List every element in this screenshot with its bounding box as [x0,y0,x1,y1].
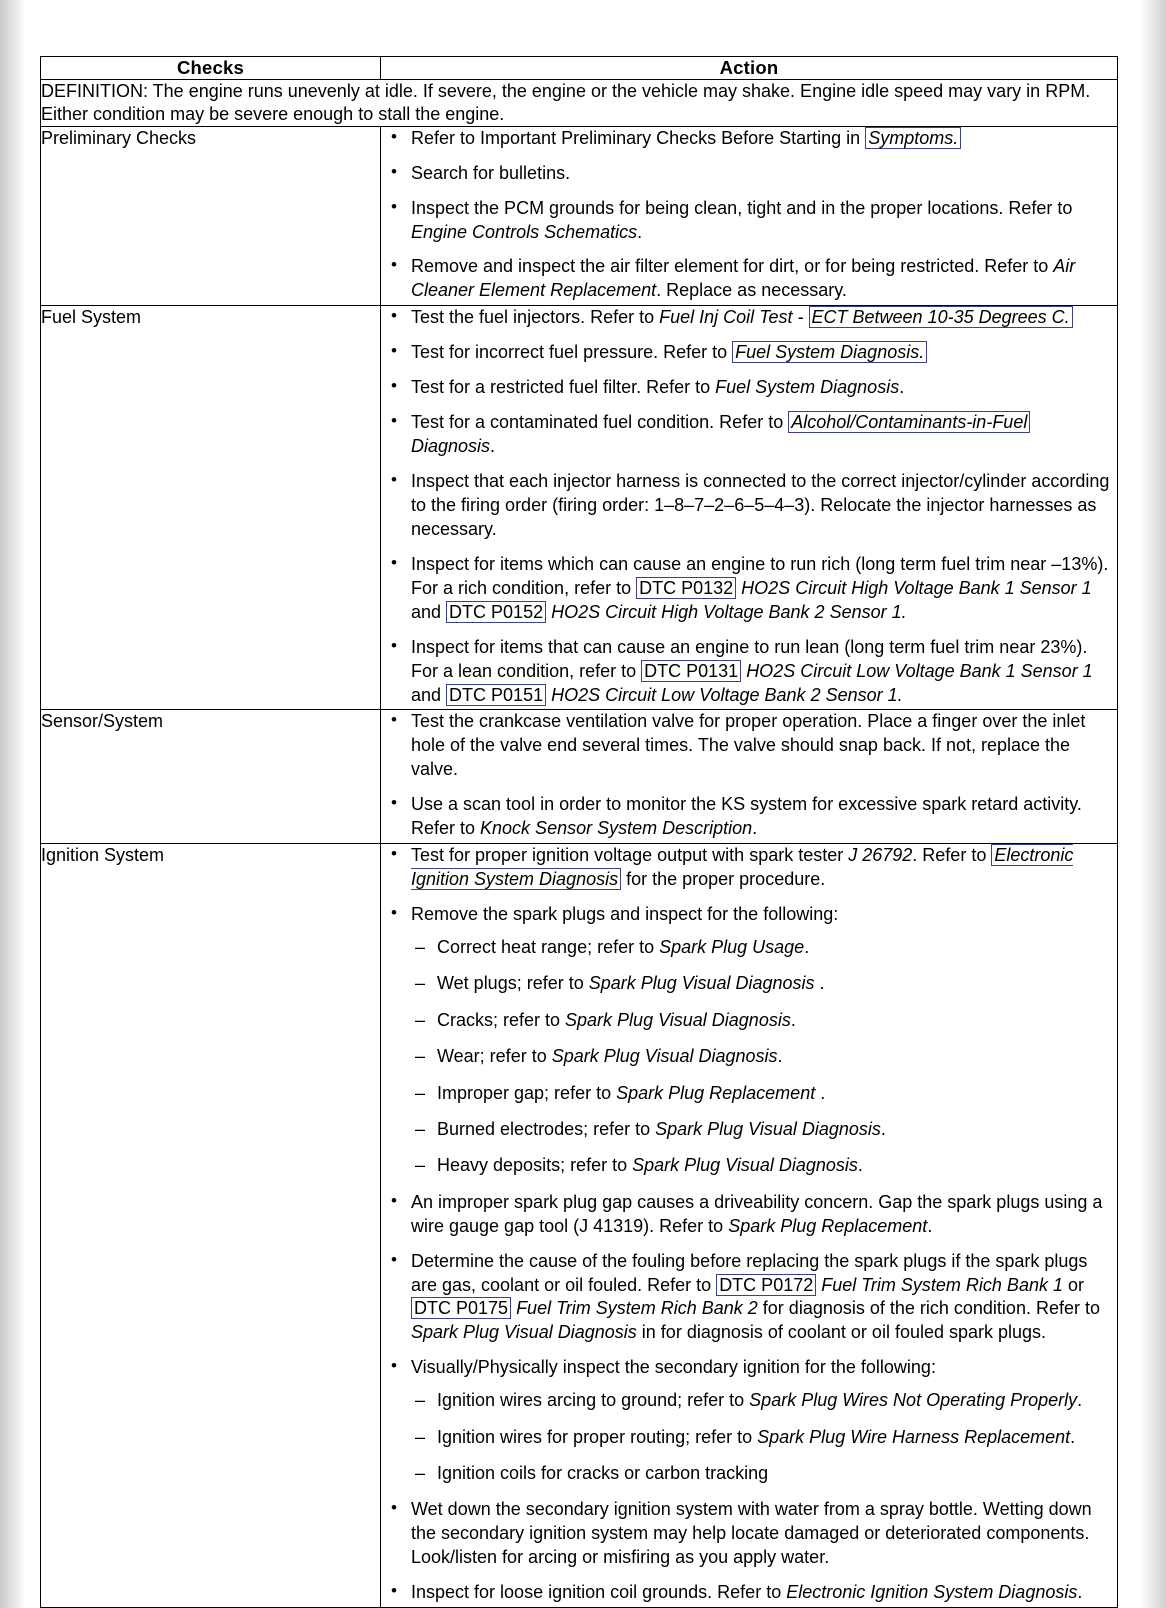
reference-italic: Spark Plug Visual Diagnosis [655,1118,881,1139]
list-item: • Inspect for loose ignition coil grounds. Refer to Electronic Ignition System Diagnosis. [381,1581,1117,1605]
table-row [41,710,1118,844]
reference-italic: Diagnosis [411,436,491,457]
reference-italic: Spark Plug Wire Harness Replacement [757,1426,1071,1447]
sub-list-item: – Burned electrodes; refer to Spark Plug Visual Diagnosis. [411,1118,1117,1141]
reference-italic: Spark Plug Usage [659,936,805,957]
action-cell [381,306,1118,710]
sub-list-item: – Wet plugs; refer to Spark Plug Visual Diagnosis . [411,972,1117,995]
list-item: • Remove and inspect the air filter element for dirt, or for being restricted. Refer to Air Cleaner Element Replacement. Replace as necessary. [381,255,1117,303]
sub-list [411,1389,1117,1485]
reference-italic: HO2S Circuit Low Voltage Bank 1 Sensor 1 [746,660,1093,681]
sub-list-item: – Wear; refer to Spark Plug Visual Diagnosis. [411,1045,1117,1068]
list-item: • Inspect for items that can cause an engine to run lean (long term fuel trim near 23%). For a lean condition, refer to DTC P0131 HO2S Circuit Low Voltage Bank 1 Sensor 1 and DTC P0151 HO2S Circuit Low Voltage Bank 2 Sensor 1. [381,636,1117,708]
column-header-action: Action [381,57,1118,80]
list-item: • Inspect that each injector harness is connected to the correct injector/cylinder according to the firing order (firing order: 1–8–7–2–6–5–4–3). Relocate the injector harnesses as necessary. [381,470,1117,542]
reference-box[interactable]: ECT Between 10-35 Degrees C. [809,306,1073,328]
table-row [41,844,1118,1608]
table-header-row [41,57,1118,80]
list-item: • Inspect the PCM grounds for being clean, tight and in the proper locations. Refer to Engine Controls Schematics. [381,197,1117,245]
list-item: • Refer to Important Preliminary Checks Before Starting in Symptoms. [381,127,1117,151]
reference-italic: HO2S Circuit High Voltage Bank 1 Sensor 1 [741,577,1092,598]
list-item: • Determine the cause of the fouling before replacing the spark plugs if the spark plugs are gas, coolant or oil fouled. Refer to DTC P0172 Fuel Trim System Rich Bank 1 or DTC P0175 Fuel Trim System Rich Bank 2 for diagnosis of the rich condition. Refer to Spark Plug Visual Diagnosis in for diagnosis of coolant or oil fouled spark plugs. [381,1250,1117,1346]
sub-list-item: – Correct heat range; refer to Spark Plug Usage. [411,936,1117,959]
reference-box[interactable]: Fuel System Diagnosis. [732,341,927,363]
list-item: • Test for a restricted fuel filter. Refer to Fuel System Diagnosis. [381,376,1117,400]
reference-italic: Knock Sensor System Description [480,818,753,839]
sub-list-item: – Ignition wires for proper routing; refer to Spark Plug Wire Harness Replacement. [411,1426,1117,1449]
reference-italic: Fuel Inj Coil Test - [659,307,809,328]
list-item: • Inspect for items which can cause an engine to run rich (long term fuel trim near –13%). For a rich condition, refer to DTC P0132 HO2S Circuit High Voltage Bank 1 Sensor 1 and DTC P0152 HO2S Circuit High Voltage Bank 2 Sensor 1. [381,553,1117,625]
sub-list-item: – Improper gap; refer to Spark Plug Replacement . [411,1082,1117,1105]
list-item: • Test the fuel injectors. Refer to Fuel Inj Coil Test - ECT Between 10-35 Degrees C. [381,306,1117,330]
definition-text: DEFINITION: The engine runs unevenly at idle. If severe, the engine or the vehicle may shake. Engine idle speed may vary in RPM. Either condition may be severe enough to stall the engine. [41,80,1118,127]
sub-list-item: – Cracks; refer to Spark Plug Visual Diagnosis. [411,1009,1117,1032]
definition-row [41,80,1118,127]
category-cell: Sensor/System [41,710,381,844]
action-cell [381,710,1118,844]
category-cell: Fuel System [41,306,381,710]
table-row [41,306,1118,710]
sub-list-item: – Ignition wires arcing to ground; refer to Spark Plug Wires Not Operating Properly. [411,1389,1117,1412]
table-body [41,80,1118,1608]
reference-italic: Spark Plug Visual Diagnosis [411,1322,637,1343]
list-item: • Test for a contaminated fuel condition. Refer to Alcohol/Contaminants-in-Fuel Diagnosis. [381,411,1117,459]
sub-list [411,936,1117,1178]
reference-italic: Spark Plug Visual Diagnosis [588,973,815,994]
reference-italic: Engine Controls Schematics [411,221,638,242]
reference-italic: Spark Plug Replacement [616,1082,816,1103]
reference-italic: Fuel System Diagnosis [715,377,900,398]
list-item: • An improper spark plug gap causes a driveability concern. Gap the spark plugs using a wire gauge gap tool (J 41319). Refer to Spark Plug Replacement. [381,1191,1117,1239]
action-list [381,306,1117,707]
reference-italic: Air Cleaner Element Replacement [411,256,1076,301]
reference-box[interactable]: DTC P0172 [716,1274,816,1296]
sub-list-item: – Heavy deposits; refer to Spark Plug Visual Diagnosis. [411,1154,1117,1177]
action-cell [381,126,1118,306]
reference-italic: HO2S Circuit Low Voltage Bank 2 Sensor 1. [551,684,903,705]
list-item: • Test the crankcase ventilation valve for proper operation. Place a finger over the inlet hole of the valve end several times. The valve should snap back. If not, replace the valve. [381,710,1117,782]
list-item: • Test for incorrect fuel pressure. Refer to Fuel System Diagnosis. [381,341,1117,365]
action-cell [381,844,1118,1608]
list-item: • Use a scan tool in order to monitor the KS system for excessive spark retard activity. Refer to Knock Sensor System Description. [381,793,1117,841]
reference-box[interactable]: Alcohol/Contaminants-in-Fuel [788,411,1030,433]
reference-box[interactable]: DTC P0151 [446,684,546,706]
reference-box[interactable]: DTC P0132 [636,577,736,599]
reference-box[interactable]: DTC P0152 [446,601,546,623]
table-row [41,126,1118,306]
list-item: • Search for bulletins. [381,162,1117,186]
reference-italic: HO2S Circuit High Voltage Bank 2 Sensor 1. [551,601,907,622]
list-item: • Visually/Physically inspect the secondary ignition for the following: – Ignition wires arcing to ground; refer to Spark Plug Wires Not Operating Properly. – Ignition wires for proper routing; refer to Spark Plug Wire Harness Replacement. – Ignition coils for cracks or carbon tracking [381,1356,1117,1485]
reference-italic: Spark Plug Replacement [728,1215,928,1236]
action-list [381,127,1117,304]
reference-box[interactable]: Electronic Ignition System Diagnosis [411,845,1074,890]
sub-list-item: – Ignition coils for cracks or carbon tracking [411,1462,1117,1485]
reference-italic: J 26792 [848,845,913,866]
reference-italic: Spark Plug Wires Not Operating Properly [749,1390,1078,1411]
list-item: • Wet down the secondary ignition system with water from a spray bottle. Wetting down the secondary ignition system may help locate damaged or deteriorated components. Look/listen for arcing or misfiring as you apply water. [381,1498,1117,1570]
reference-italic: Spark Plug Visual Diagnosis [565,1009,791,1030]
reference-italic: Spark Plug Visual Diagnosis [551,1046,778,1067]
reference-box[interactable]: DTC P0131 [641,660,741,682]
list-item: • Test for proper ignition voltage output with spark tester J 26792. Refer to Electronic Ignition System Diagnosis for the proper procedure. [381,844,1117,892]
column-header-checks: Checks [41,57,381,80]
reference-box[interactable]: DTC P0175 [411,1297,511,1319]
category-cell: Preliminary Checks [41,126,381,306]
action-list [381,844,1117,1605]
reference-italic: Spark Plug Visual Diagnosis [632,1155,858,1176]
category-cell: Ignition System [41,844,381,1608]
diagnostic-table [40,56,1118,1608]
action-list [381,710,1117,841]
reference-italic: Fuel Trim System Rich Bank 1 [821,1274,1063,1295]
reference-italic: Fuel Trim System Rich Bank 2 [516,1298,758,1319]
reference-italic: Electronic Ignition System Diagnosis [786,1582,1078,1603]
list-item: • Remove the spark plugs and inspect for the following: – Correct heat range; refer to Spark Plug Usage. – Wet plugs; refer to Spark Plug Visual Diagnosis . – Cracks; refer to Spark Plug Visual Diagnosis. – Wear; refer to Spark Plug Visual Diagnosis. – Improper gap; refer to Spark Plug Replacement . – Burned electrodes; refer to Spark Plug Visual Diagnosis. – Heavy deposits; refer to Spark Plug Visual Diagnosis. [381,903,1117,1178]
reference-box[interactable]: Symptoms. [865,127,961,149]
